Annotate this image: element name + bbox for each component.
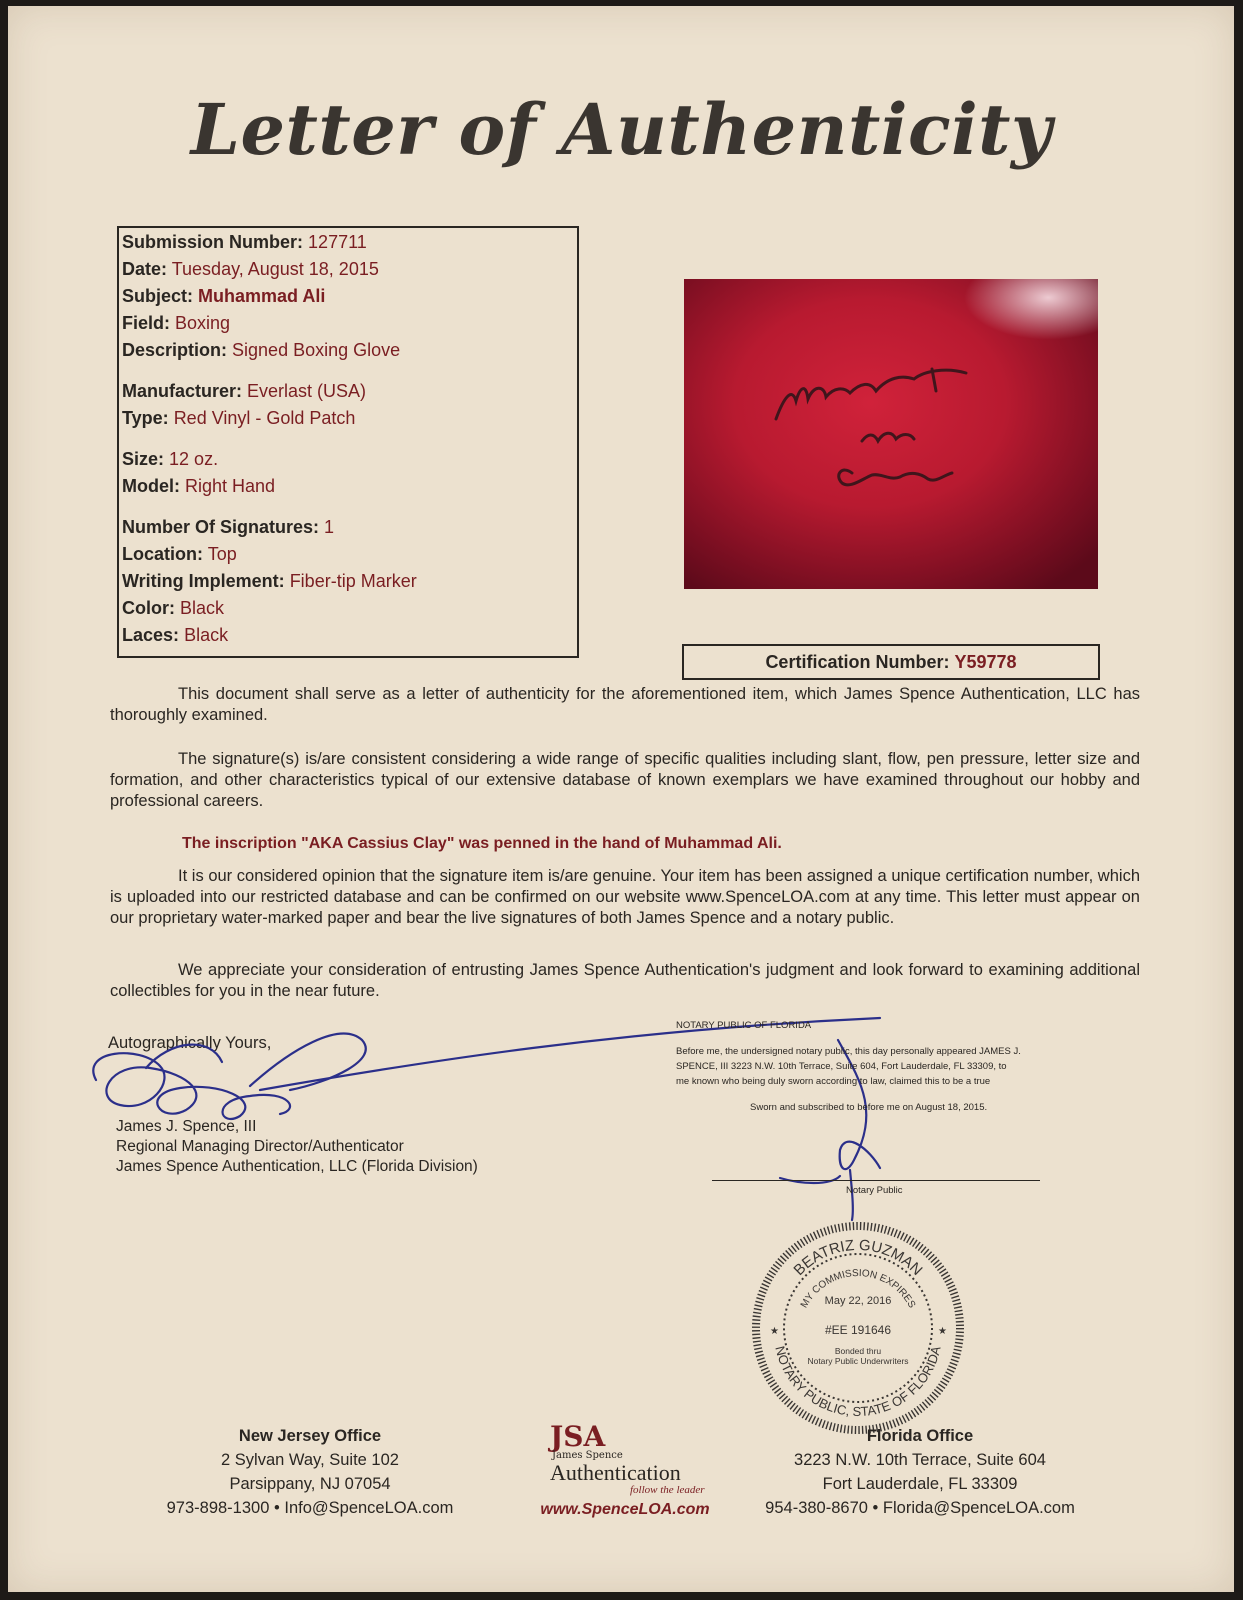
notary-sworn: Sworn and subscribed to before me on August 18, 2015. (750, 1102, 988, 1113)
detail-row: Description: Signed Boxing Glove (122, 340, 401, 360)
bullet-icon (274, 1499, 280, 1517)
notary-signature-line (712, 1180, 1040, 1181)
fl-office-address: 3223 N.W. 10th Terrace, Suite 604 (794, 1451, 1046, 1469)
fl-office-email[interactable]: Florida@SpenceLOA.com (882, 1499, 1075, 1517)
notary-seal-graphic (752, 1222, 964, 1434)
fl-office-contact: 954-380-8670 • Florida@SpenceLOA.com (750, 1496, 1090, 1520)
nj-office-contact: 973-898-1300 • Info@SpenceLOA.com (140, 1496, 480, 1520)
notary-text-line: SPENCE, III 3223 N.W. 10th Terrace, Suite 604, Fort Lauderdale, FL 33309, to (676, 1061, 1007, 1072)
jsa-logo-name: James Spence (552, 1450, 623, 1461)
seal-date: May 22, 2016 (824, 1295, 892, 1307)
detail-row: Submission Number: 127711 (122, 232, 367, 252)
detail-row: Date: Tuesday, August 18, 2015 (122, 259, 379, 279)
seal-bonded: Bonded thru (834, 1346, 882, 1356)
cert-number: Y59778 (954, 652, 1017, 672)
detail-row: Field: Boxing (122, 313, 231, 333)
paragraph-signature: The signature(s) is/are consistent considering a wide range of specific qualities including slant, flow, pen pressure, letter size and formation, and other characteristics typical of our extensive database of known exemplars we have examined throughout our hobby and professional careers. (110, 750, 1140, 810)
seal-number: #EE 191646 (824, 1323, 892, 1337)
notary-text-line: me known who being duly sworn according to law, claimed this to be a true (676, 1076, 991, 1087)
bullet-icon (873, 1499, 879, 1517)
jsa-logo (520, 1420, 730, 1510)
seal-commission: MY COMMISSION EXPIRES (798, 1267, 918, 1311)
detail-row: Size: 12 oz. (122, 449, 219, 469)
jsa-logo-mark: JSA (550, 1420, 606, 1453)
detail-row: Color: Black (122, 598, 225, 618)
nj-office-name: New Jersey Office (238, 1427, 382, 1445)
notary-heading: NOTARY PUBLIC OF FLORIDA (676, 1020, 812, 1031)
paragraph-opinion: It is our considered opinion that the signature item is/are genuine. Your item has been assigned a unique certification number, which is uploaded into our restricted database and can be confirmed on our website www.SpenceLOA.com at any time. This letter must appear on our proprietary water-marked paper and bear the live signatures of both James Spence and a notary public. (110, 867, 1140, 927)
detail-row: Writing Implement: Fiber-tip Marker (122, 571, 417, 591)
fl-office-city: Fort Lauderdale, FL 33309 (822, 1475, 1018, 1493)
inscription-note: The inscription "AKA Cassius Clay" was penned in the hand of Muhammad Ali. (182, 835, 782, 852)
notary-text-line: Before me, the undersigned notary public, this day personally appeared JAMES J. (676, 1046, 1021, 1057)
nj-office (140, 1424, 480, 1520)
nj-office-city: Parsippany, NJ 07054 (229, 1475, 391, 1493)
paragraph-intro: This document shall serve as a letter of authenticity for the aforementioned item, which James Spence Authentication, LLC has thoroughly examined. (110, 685, 1140, 724)
jsa-logo-tagline: follow the leader (630, 1484, 705, 1496)
jsa-website-link[interactable]: www.SpenceLOA.com (540, 1501, 710, 1518)
fl-office (750, 1424, 1090, 1520)
detail-row: Laces: Black (122, 625, 229, 645)
detail-row: Type: Red Vinyl - Gold Patch (122, 408, 356, 428)
seal-state: NOTARY PUBLIC, STATE OF FLORIDA (772, 1344, 944, 1420)
notary-seal (752, 1222, 964, 1434)
cert-label: Certification Number: (765, 652, 950, 672)
closing-text: Autographically Yours, (108, 1034, 272, 1052)
signer-company: James Spence Authentication, LLC (Florida Division) (116, 1158, 478, 1175)
nj-office-address: 2 Sylvan Way, Suite 102 (221, 1451, 399, 1469)
signer-role: Regional Managing Director/Authenticator (116, 1138, 404, 1155)
notary-public-label: Notary Public (846, 1185, 903, 1196)
paragraph-appreciation: We appreciate your consideration of entrusting James Spence Authentication's judgment and look forward to examining additional collectibles for you in the near future. (110, 961, 1140, 1000)
nj-office-email[interactable]: Info@SpenceLOA.com (284, 1499, 454, 1517)
jsa-logo-authentication: Authentication (550, 1460, 681, 1485)
seal-underwriters: Notary Public Underwriters (807, 1356, 909, 1366)
fl-office-name: Florida Office (866, 1427, 974, 1445)
detail-row: Location: Top (122, 544, 237, 564)
signer-name: James J. Spence, III (116, 1118, 257, 1135)
detail-row: Manufacturer: Everlast (USA) (122, 381, 367, 401)
detail-row: Number Of Signatures: 1 (122, 517, 335, 537)
detail-row: Model: Right Hand (122, 476, 276, 496)
seal-star-icon: ★ (938, 1326, 947, 1337)
detail-row: Subject: Muhammad Ali (122, 286, 326, 306)
document-title: Letter of Authenticity (190, 88, 1053, 171)
seal-star-icon: ★ (770, 1326, 779, 1337)
seal-name: BEATRIZ GUZMAN (790, 1236, 926, 1279)
